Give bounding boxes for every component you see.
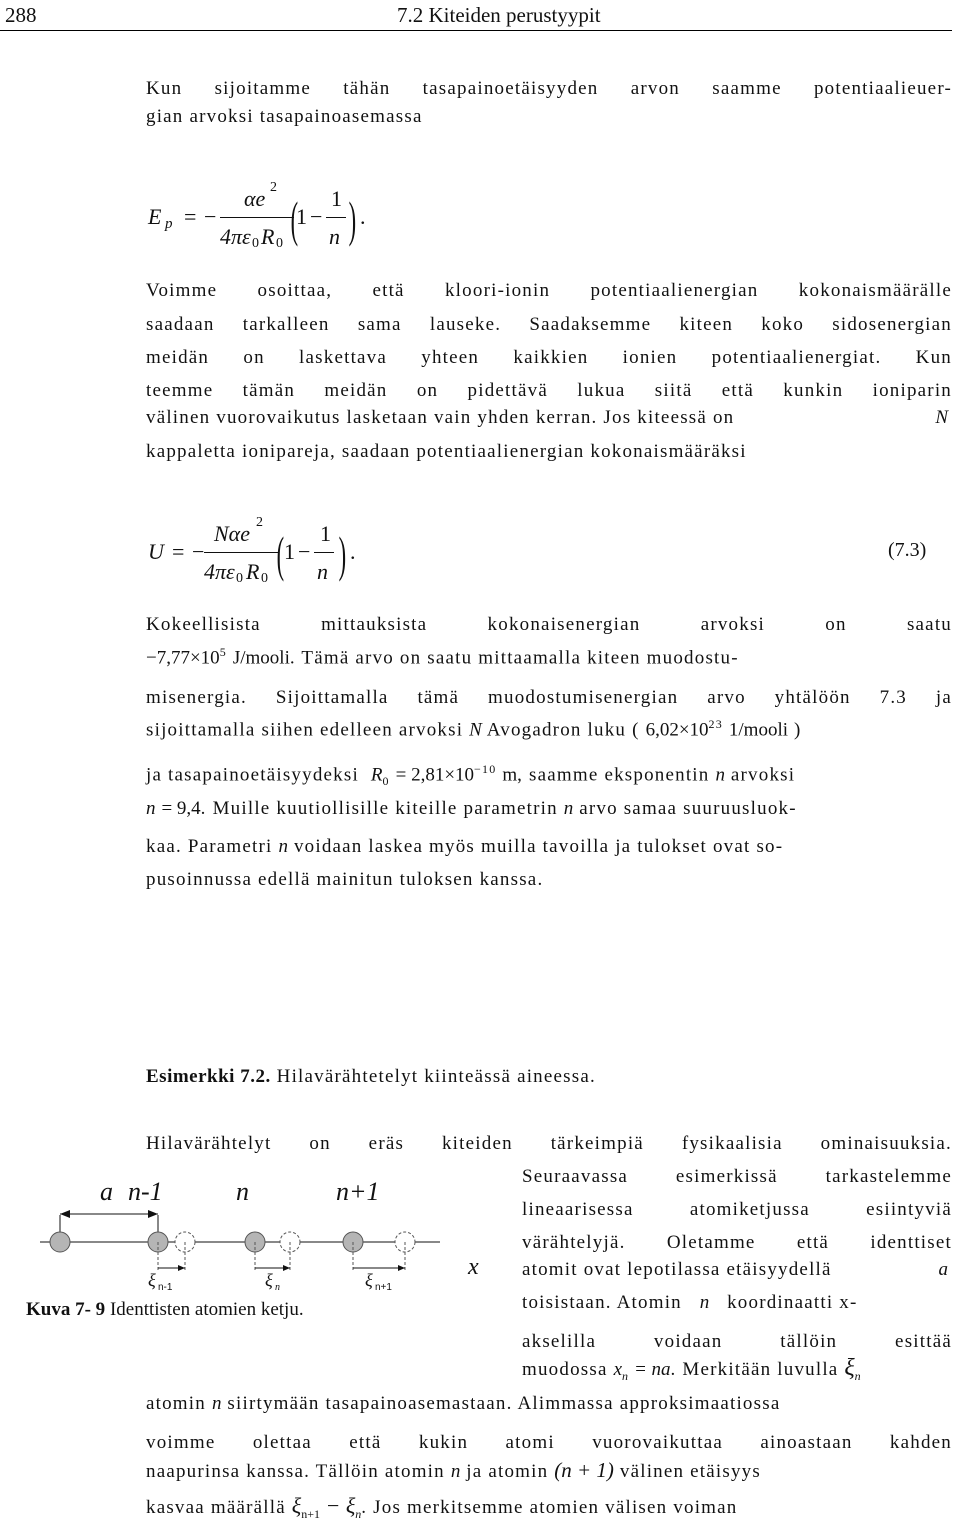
paragraph-3-line-5-text-b: , saamme eksponentin: [517, 764, 710, 786]
eq2-numerator-sup: 2: [256, 515, 263, 530]
avogadro-exponent: 23: [708, 717, 723, 731]
energy-value: −7,77×10: [146, 647, 220, 669]
xi-n-plus-1: ξ: [291, 1493, 302, 1518]
paragraph-4-line-5-text: atomit ovat lepotilassa etäisyydellä: [522, 1259, 832, 1280]
paragraph-3-line-4-text-a: sijoittamalla siihen edelleen arvoksi: [146, 719, 464, 741]
header-rule: [0, 30, 952, 31]
eq1-right-paren: ): [348, 191, 357, 247]
eq2-equals: =: [172, 539, 185, 564]
eq2-left-paren: (: [276, 526, 285, 582]
eq1-left-paren: (: [290, 191, 299, 247]
eq1-inner-fraction-bar: [326, 217, 346, 218]
paragraph-3-line-7-text-a: kaa. Parametri: [146, 836, 273, 857]
paragraph-3-line-6-text-b: . Muille kuutiollisille kiteille parametrin: [200, 798, 558, 819]
xi-n-plus-1-sub: n+1: [301, 1506, 320, 1521]
fig-xi-3: ξ: [365, 1270, 373, 1290]
paragraph-5-line-3-text-b: ja atomin: [466, 1461, 549, 1482]
n-symbol-4: n: [278, 836, 288, 857]
xi-arrowhead-3: [398, 1265, 405, 1271]
example-heading: [146, 1066, 596, 1088]
paragraph-3-line-8: pusoinnussa edellä mainitun tuloksen kanssa.: [146, 869, 544, 890]
page-number: 288: [5, 3, 37, 27]
eq2-right-paren: ): [338, 526, 347, 582]
paragraph-2-N: N: [935, 407, 948, 428]
paragraph-2-line-6: kappaletta ionipareja, saadaan potentiaalienergian kokonaismääräksi: [146, 441, 747, 462]
avogadro-value: 6,02×10: [645, 719, 709, 741]
eq1-lhs: E: [148, 204, 162, 229]
xi-symbol: ξ: [844, 1355, 855, 1381]
paragraph-3-line-5: [146, 762, 795, 789]
eq1-lhs-sub: p: [165, 216, 173, 232]
n-symbol-3: n: [563, 798, 574, 819]
energy-exponent: 5: [219, 645, 227, 659]
eq1-numerator-sup: 2: [270, 180, 277, 195]
paragraph-3-line-2: [146, 645, 739, 669]
n-symbol-2: n: [146, 798, 156, 819]
figure-caption-text: Identtisten atomien ketju.: [105, 1299, 304, 1320]
eq2-numerator: Nαe: [214, 521, 250, 546]
xi-n: − ξ: [320, 1493, 356, 1518]
fig-label-n-plus-1: n+1: [336, 1177, 380, 1206]
eq2-minus-2: −: [298, 539, 311, 564]
paragraph-4-line-7: akselilla voidaan tällöin esittää: [522, 1331, 952, 1352]
eq2-fraction-bar: [204, 552, 278, 553]
eq1-one: 1: [296, 204, 307, 229]
paragraph-2-line-1: Voimme osoittaa, että kloori-ionin potentiaalienergian kokonaismäärälle: [146, 280, 952, 301]
example-label: Esimerkki 7.2.: [146, 1066, 271, 1087]
eq2-lhs: U: [148, 539, 164, 564]
paragraph-5-line-3-text-a: naapurinsa kanssa. Tällöin atomin: [146, 1461, 445, 1482]
paragraph-3-line-3: misenergia. Sijoittamalla tämä muodostumisenergian arvo yhtälöön 7.3 ja: [146, 687, 952, 708]
paragraph-4-line-4: värähtelyjä. Oletamme että identtiset: [522, 1232, 952, 1253]
paragraph-4-line-1: Hilavärähtelyt on eräs kiteiden tärkeimpiä fysikaalisia ominaisuuksia.: [146, 1133, 952, 1154]
fig-xi-1: ξ: [148, 1270, 156, 1290]
paragraph-5-line-4-text-a: kasvaa määrällä: [146, 1497, 286, 1518]
fig-label-n: n: [236, 1177, 249, 1206]
R0-value: = 2,81×10: [395, 764, 475, 786]
n-symbol-6: n: [211, 1393, 222, 1414]
fig-a-arrowhead-right: [148, 1210, 158, 1218]
page-header: [0, 0, 960, 32]
atom-1: [50, 1232, 70, 1252]
fig-label-a: a: [100, 1177, 113, 1206]
eq2-den-R: R: [246, 559, 260, 584]
paragraph-5-line-3-text-c: välinen etäisyys: [619, 1461, 761, 1482]
n-plus-1-expression: (n + 1): [554, 1458, 614, 1482]
x-sub: n: [622, 1368, 628, 1383]
paragraph-4-line-6: [522, 1292, 952, 1314]
paragraph-4-line-6-text-b: koordinaatti x-: [727, 1292, 858, 1313]
eq2-den-sub1: 0: [261, 571, 268, 586]
eq2-period: .: [350, 539, 356, 564]
avogadro-unit: 1/mooli: [728, 719, 789, 741]
x-value: = na: [633, 1359, 671, 1380]
eq1-minus-2: −: [310, 204, 323, 229]
equation-1: [148, 180, 408, 260]
eq1-period: .: [360, 204, 366, 229]
eq2-fnum: 1: [320, 521, 331, 546]
fig-xi-2: ξ: [265, 1270, 273, 1290]
paragraph-5-line-4: [146, 1493, 952, 1522]
eq2-minus: −: [192, 539, 205, 564]
paragraph-3-line-4: [146, 717, 802, 741]
paragraph-4-line-8: [522, 1355, 861, 1384]
paragraph-3-line-2-text: . Tämä arvo on saatu mittaamalla kiteen muodostu-: [289, 647, 739, 669]
paragraph-3-line-1: Kokeellisista mittauksista kokonaisenergian arvoksi on saatu: [146, 614, 952, 635]
eq2-one: 1: [284, 539, 295, 564]
paragraph-4-line-6-text-a: toisistaan. Atomin: [522, 1292, 682, 1313]
paragraph-1-line-2: gian arvoksi tasapainoasemassa: [146, 106, 423, 127]
eq1-equals: =: [184, 204, 197, 229]
paragraph-4-line-3: lineaarisessa atomiketjussa esiintyviä: [522, 1199, 952, 1220]
n-symbol: n: [715, 764, 725, 786]
eq1-den-a: 4πε: [220, 224, 251, 249]
fig-xi-2-sub: n: [275, 1282, 280, 1293]
eq1-den-sub0: 0: [252, 236, 259, 251]
fig-label-x: x: [468, 1254, 479, 1280]
avogadro-symbol: N: [469, 719, 482, 741]
R0-sub: 0: [382, 774, 390, 789]
R0-unit: m: [502, 764, 518, 786]
paragraph-5-line-1-text-a: atomin: [146, 1393, 206, 1414]
eq1-fraction-bar: [220, 217, 294, 218]
paragraph-3-line-7-text-b: voidaan laskea myös muilla tavoilla ja tulokset ovat so-: [293, 836, 784, 857]
xi-arrowhead-1: [178, 1265, 185, 1271]
paragraph-3-line-4-close: ): [793, 719, 802, 741]
paragraph-3-line-5-text-a: ja tasapainoetäisyydeksi: [146, 764, 359, 786]
paragraph-3-line-5-text-c: arvoksi: [730, 764, 796, 786]
fig-label-n-minus-1: n-1: [128, 1177, 163, 1206]
paragraph-5-line-2: voimme olettaa että kukin atomi vuorovaikuttaa ainoastaan kahden: [146, 1432, 952, 1453]
paragraph-4-line-8-text-b: . Merkitään luvulla: [670, 1359, 839, 1380]
eq2-inner-fraction-bar: [314, 552, 334, 553]
n-symbol-5: n: [699, 1292, 710, 1313]
paragraph-5-line-4-text-b: . Jos merkitsemme atomien välisen voiman: [361, 1497, 738, 1518]
paragraph-5-line-1-text-b: siirtymään tasapainoasemastaan. Alimmassa approksimaatiossa: [227, 1393, 781, 1414]
equation-2: [148, 515, 948, 595]
paragraph-3-line-7: [146, 836, 783, 858]
paragraph-4-line-2: Seuraavassa esimerkissä tarkastelemme: [522, 1166, 952, 1187]
xi-sub: n: [854, 1368, 861, 1383]
eq1-fden: n: [329, 224, 340, 249]
eq2-den-sub0: 0: [236, 571, 243, 586]
figure-caption: [26, 1299, 304, 1321]
eq1-den-R: R: [261, 224, 275, 249]
paragraph-2-line-5: [146, 407, 952, 429]
paragraph-5-line-1: [146, 1393, 952, 1415]
section-title: 7.2 Kiteiden perustyypit: [397, 3, 601, 27]
xi-arrowhead-2: [283, 1265, 290, 1271]
paragraph-3-line-4-text-b: Avogadron luku (: [486, 719, 640, 741]
paragraph-2-line-3: meidän on laskettava yhteen kaikkien ionien potentiaalienergiat. Kun: [146, 347, 952, 368]
example-title: Hilavärähtetelyt kiinteässä aineessa.: [276, 1066, 596, 1087]
eq2-den-a: 4πε: [204, 559, 235, 584]
atom-chain-figure: [40, 1170, 500, 1300]
paragraph-2-line-2: saadaan tarkalleen sama lauseke. Saadaksemme kiteen koko sidosenergian: [146, 314, 952, 335]
n-value: = 9,4: [161, 798, 201, 819]
paragraph-3-line-6-text-c: arvo samaa suuruusluok-: [579, 798, 797, 819]
energy-unit: J/mooli: [232, 647, 290, 669]
eq2-fden: n: [317, 559, 328, 584]
paragraph-5-line-3: [146, 1458, 952, 1483]
eq1-minus: −: [204, 204, 217, 229]
eq2-number: (7.3): [888, 539, 927, 561]
a-symbol: a: [938, 1259, 948, 1280]
eq1-den-sub1: 0: [276, 236, 283, 251]
eq1-numerator: αe: [244, 186, 266, 211]
paragraph-2-line-4: teemme tämän meidän on pidettävä lukua siitä että kunkin ioniparin: [146, 380, 952, 401]
fig-xi-1-sub: n-1: [158, 1282, 173, 1293]
paragraph-4-line-8-text-a: muodossa: [522, 1359, 608, 1380]
x-symbol: x: [613, 1359, 622, 1380]
fig-xi-3-sub: n+1: [375, 1282, 392, 1293]
R0-symbol: R: [370, 764, 383, 786]
paragraph-4-line-5: [522, 1259, 952, 1281]
eq1-fnum: 1: [331, 186, 342, 211]
paragraph-1-line-1: Kun sijoitamme tähän tasapainoetäisyyden arvon saamme potentiaalieuer-: [146, 78, 952, 99]
fig-a-arrowhead-left: [60, 1210, 70, 1218]
paragraph-2-line-5-text: välinen vuorovaikutus lasketaan vain yhden kerran. Jos kiteessä on: [146, 407, 735, 428]
figure-caption-label: Kuva 7- 9: [26, 1299, 106, 1320]
paragraph-3-line-6: [146, 798, 797, 820]
R0-exponent: −10: [474, 762, 497, 776]
n-symbol-7: n: [450, 1461, 461, 1482]
xi-n-sub: n: [355, 1506, 362, 1521]
